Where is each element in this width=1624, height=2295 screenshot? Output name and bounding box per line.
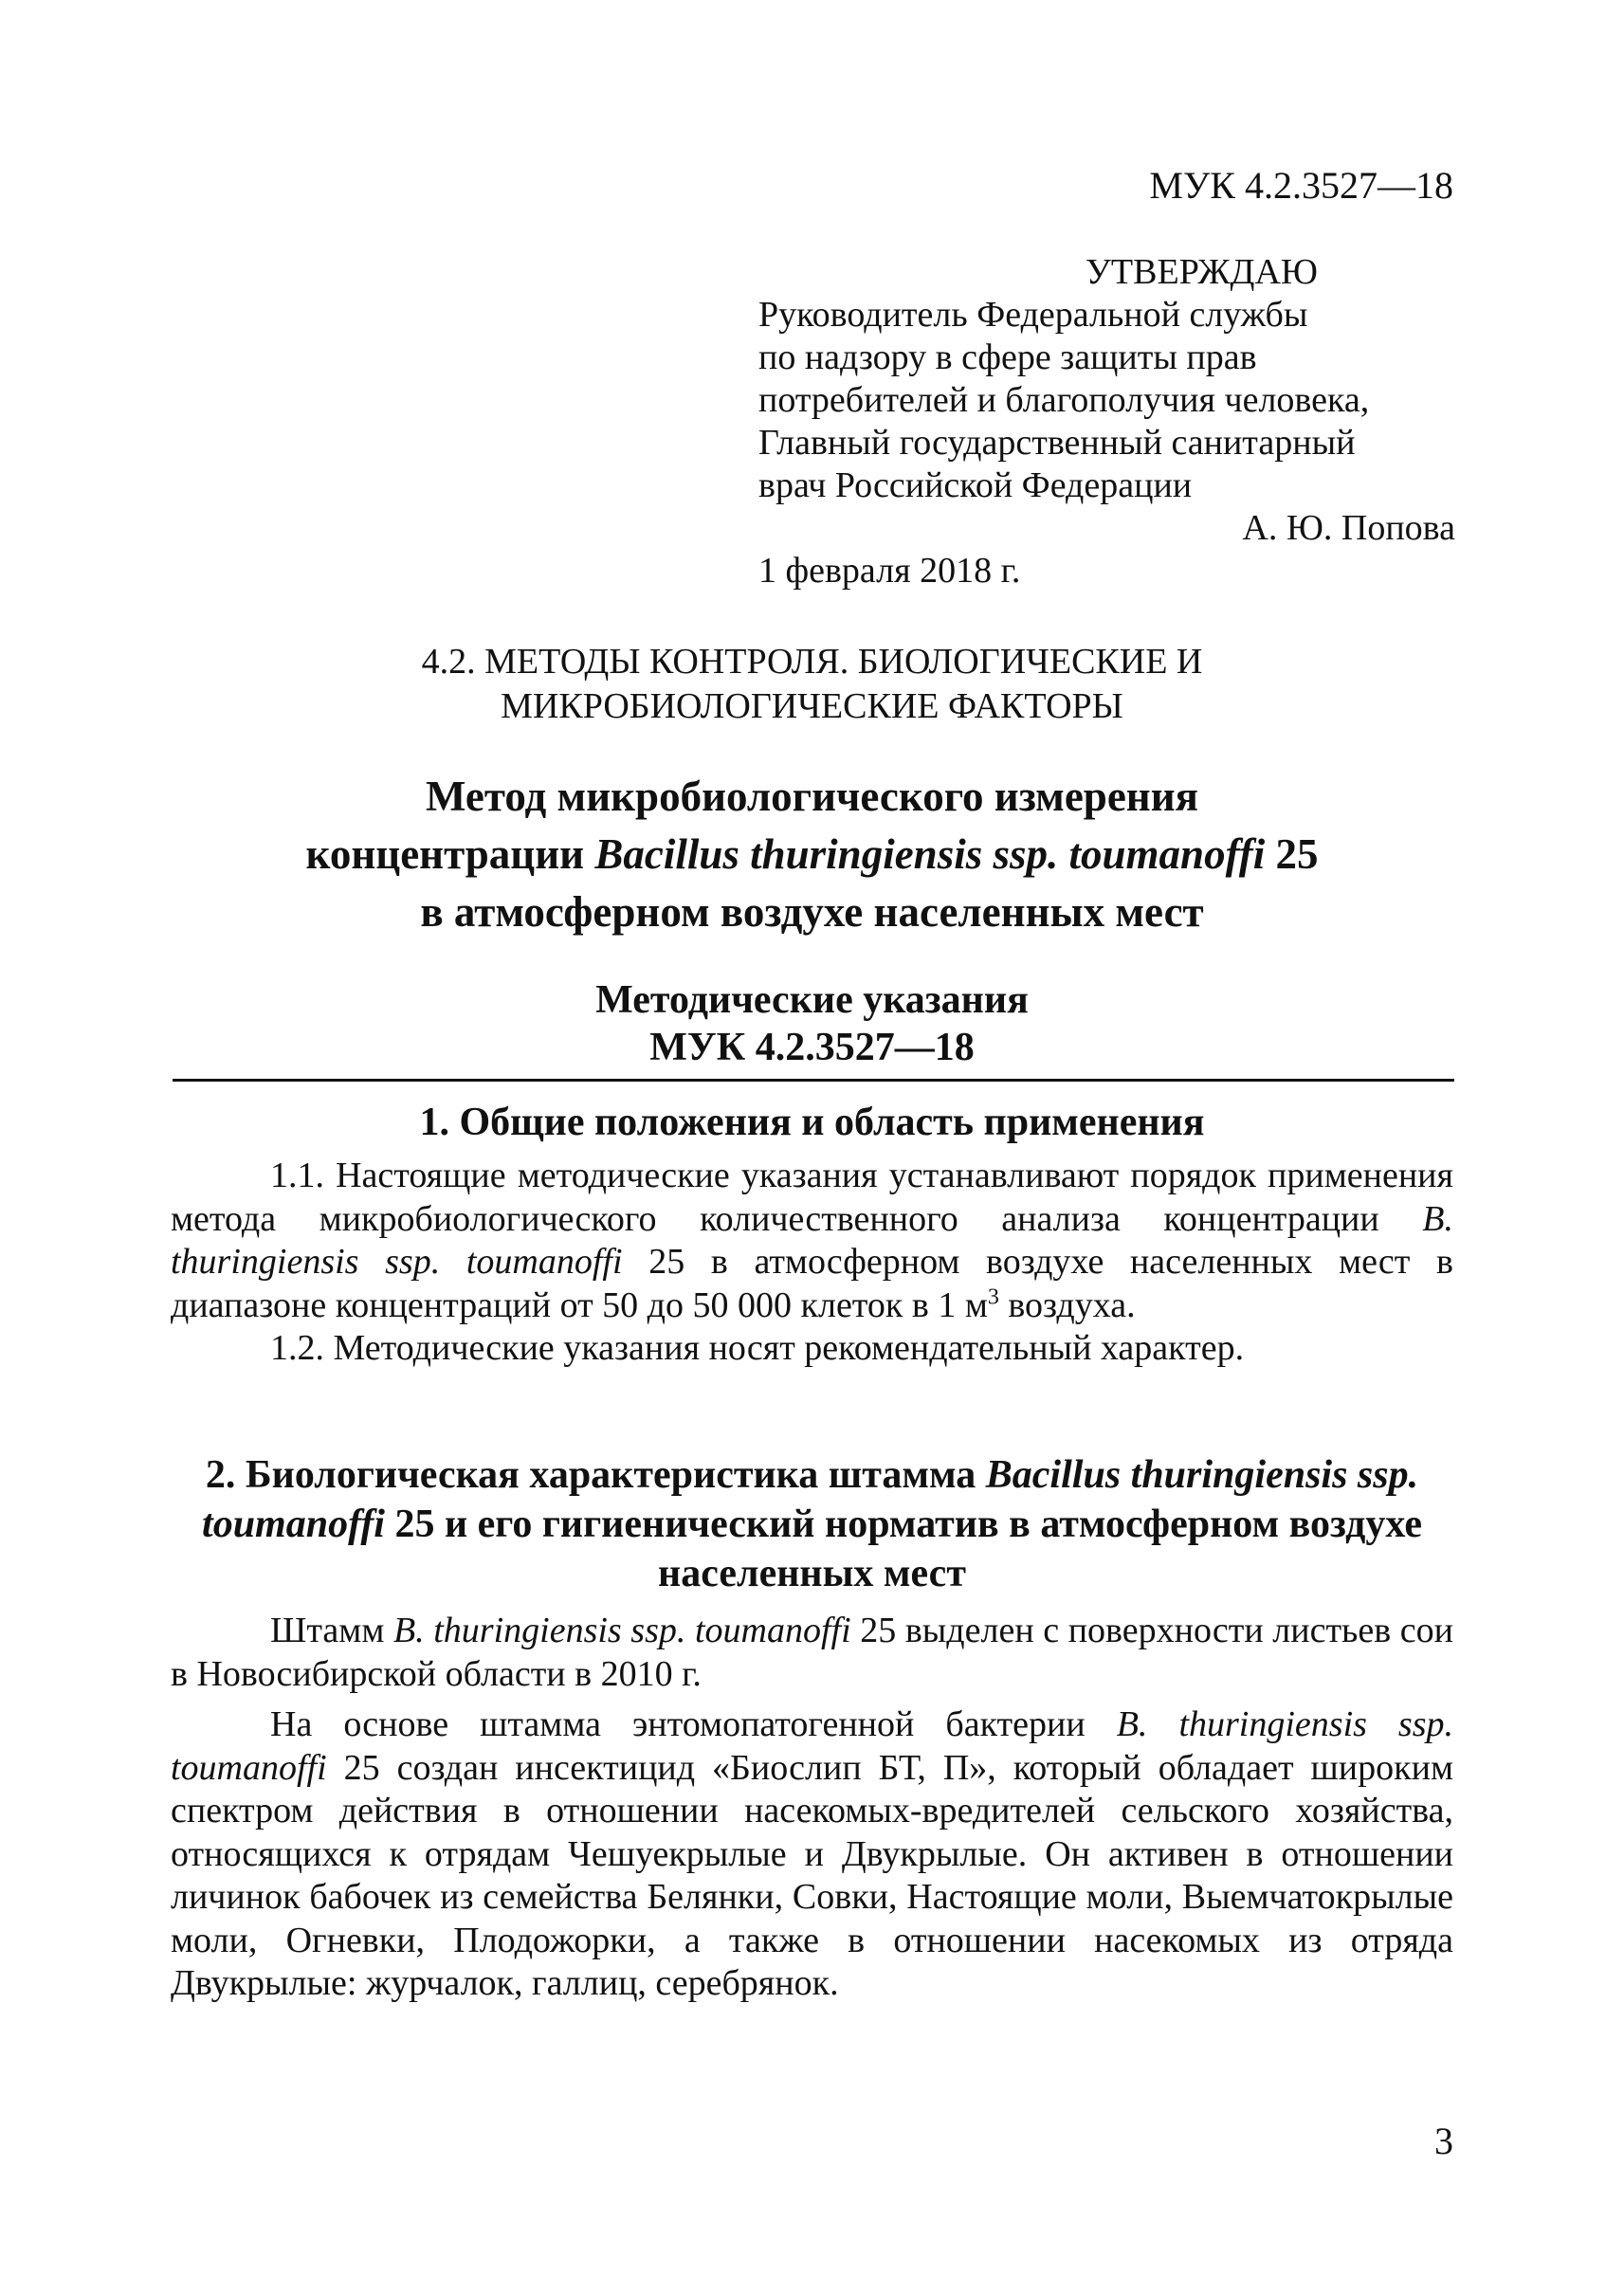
section-heading-line: МИКРОБИОЛОГИЧЕСКИЕ ФАКТОРЫ: [501, 686, 1123, 726]
section-2: [171, 1450, 1453, 2006]
approval-block: [758, 251, 1455, 592]
species-name: B. thuringiensis ssp. toumanoffi: [171, 1704, 1454, 1788]
paragraph-text: Штамм: [270, 1611, 393, 1650]
section-2-paragraph-1: [171, 1610, 1453, 1696]
approval-line: Руководитель Федеральной службы: [758, 295, 1308, 335]
section-heading: [171, 640, 1453, 729]
approval-title: УТВЕРЖДАЮ: [1086, 252, 1318, 292]
main-title-text: концентрации: [305, 830, 595, 878]
heading-text: 2. Биологическая характеристика штамма: [205, 1453, 986, 1497]
page-number: 3: [1434, 2120, 1453, 2162]
section-1: [171, 1098, 1453, 1371]
section-2-heading: [171, 1450, 1453, 1598]
species-name: B. thuringiensis ssp. toumanoffi: [171, 1198, 1453, 1282]
approval-date: 1 февраля 2018 г.: [758, 551, 1021, 591]
approval-signer: А. Ю. Попова: [1242, 508, 1455, 548]
paragraph-text: На основе штамма энтомопатогенной бактерии: [270, 1704, 1117, 1744]
section-2-paragraph-2: [171, 1703, 1453, 2006]
section-heading-line: 4.2. МЕТОДЫ КОНТРОЛЯ. БИОЛОГИЧЕСКИЕ И: [421, 642, 1203, 682]
species-name: B. thuringiensis ssp. toumanoffi: [392, 1611, 851, 1650]
main-title: [171, 768, 1453, 941]
main-title-line: Метод микробиологического измерения: [425, 773, 1199, 820]
paragraph-text: 1.1. Настоящие методические указания устанавливают порядок применения метода микробиологического количественного анализа концентрации: [171, 1156, 1453, 1239]
paragraph-text: воздуха.: [998, 1284, 1136, 1325]
superscript: 3: [987, 1284, 999, 1309]
approval-line: Главный государственный санитарный: [758, 423, 1356, 463]
doc-type-title: [171, 976, 1453, 1071]
section-1-paragraph-2: 1.2. Методические указания носят рекомендательный характер.: [270, 1328, 1245, 1368]
paragraph-text: 25 выделен с поверхности листьев сои в Новосибирской области в 2010 г.: [171, 1611, 1453, 1694]
section-1-paragraph-1: [171, 1155, 1453, 1327]
approval-line: потребителей и благополучия человека,: [758, 380, 1370, 420]
approval-line: по надзору в сфере защиты прав: [758, 337, 1257, 377]
species-name: Bacillus thuringiensis ssp. toumanoffi: [202, 1453, 1419, 1546]
doc-type-code: МУК 4.2.3527—18: [649, 1026, 975, 1069]
approval-line: врач Российской Федерации: [758, 465, 1193, 505]
horizontal-rule: [173, 1079, 1454, 1082]
main-title-line: [171, 826, 1453, 883]
paragraph-text: 25 в атмосферном воздухе населенных мест в диапазоне концентраций от 50 до 50 000 клеток в 1 м: [171, 1242, 1453, 1325]
section-1-heading: 1. Общие положения и область применения: [419, 1101, 1205, 1144]
main-title-line: в атмосферном воздухе населенных мест: [420, 888, 1204, 936]
doc-type-label: Методические указания: [595, 978, 1029, 1022]
paragraph-text: 25 создан инсектицид «Биослип БТ, П», который обладает широким спектром действия в отношении насекомых-вредителей сельского хозяйства, относящихся к отрядам Чешуекрылые и Двукрылые. Он активен в отношении личинок бабочек из семейства Белянки, Совки, Настоящие моли, Выемчатокрылые моли, Огневки, Плодожорки, а также в отношении насекомых из отряда Двукрылые: журчалок, галлиц, серебрянок.: [171, 1747, 1453, 2003]
heading-text: 25 и его гигиенический норматив в атмосферном воздухе населенных мест: [384, 1503, 1422, 1595]
main-title-text: 25: [1265, 830, 1319, 878]
main-title-species: Bacillus thuringiensis ssp. toumanoffi: [594, 830, 1266, 878]
document-code: МУК 4.2.3527—18: [1149, 164, 1453, 207]
